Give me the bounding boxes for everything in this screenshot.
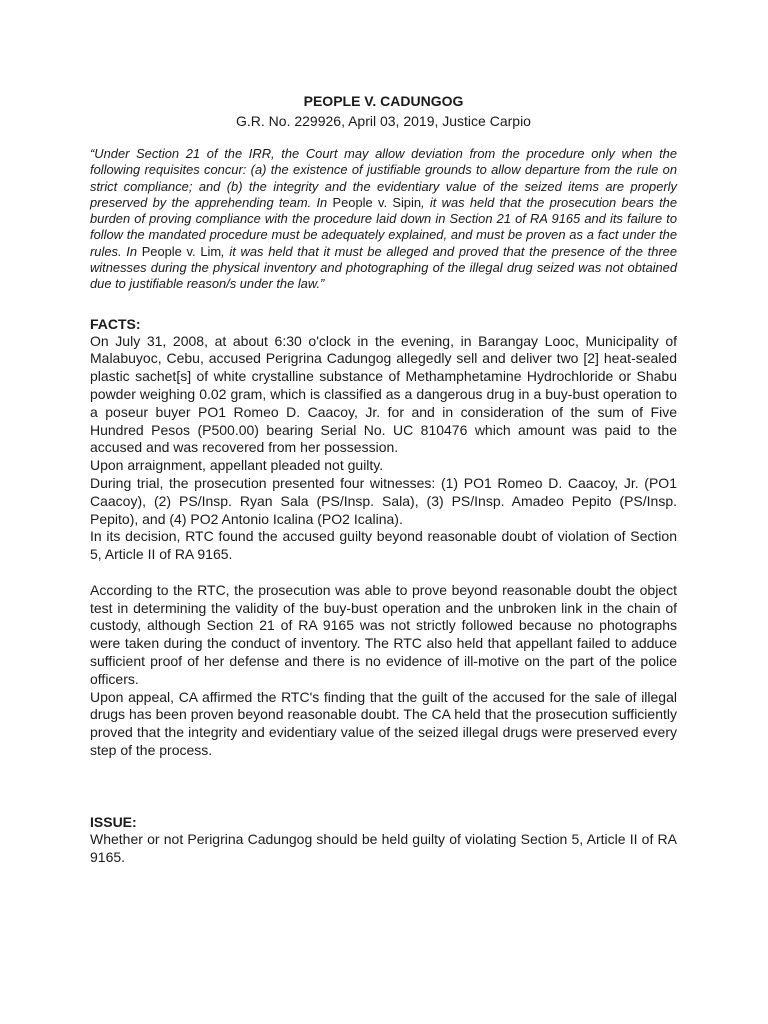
- facts-paragraph: According to the RTC, the prosecution was able to prove beyond reasonable doubt the object test in determining the validity of the buy-bust operation and the unbroken link in the chain of custody, although Section 21 of RA 9165 was not strictly followed because no photographs were taken during the conduct of inventory. The RTC also held that appellant failed to adduce sufficient proof of her defense and there is no evidence of ill-motive on the part of the police officers.: [90, 581, 677, 687]
- facts-paragraph: In its decision, RTC found the accused guilty beyond reasonable doubt of violation of Section 5, Article II of RA 9165.: [90, 528, 677, 563]
- quote-case-lim: People v. Lim: [141, 243, 222, 259]
- facts-heading: FACTS:: [90, 315, 141, 332]
- quote-text-3: , it was held that it must be alleged and proved that the presence of the three witnesses during the physical inventory and photographing of the illegal drug seized was not obtained due to justifiable reason/s under the law.”: [90, 243, 678, 292]
- quote-text-1: “Under Section 21 of the IRR, the Court may allow deviation from the procedure only when the following requisites concur: (a) the existence of justifiable grounds to allow departure from the rule on strict compliance; and (b) the integrity and the evidentiary value of the seized items are properly preserved by the apprehending team. In: [90, 146, 677, 210]
- paragraph-spacer: [90, 564, 677, 582]
- case-title: PEOPLE V. CADUNGOG: [303, 93, 464, 109]
- quote-text-2: , it was held that the prosecution bears the burden of proving compliance with the procedure laid down in Section 21 of RA 9165 and its failure to follow the mandated procedure must be adequately explained, and must be proven as a fact under the rules. In: [90, 194, 677, 259]
- facts-paragraph: Upon appeal, CA affirmed the RTC's finding that the guilt of the accused for the sale of illegal drugs has been proven beyond reasonable doubt. The CA held that the prosecution sufficiently proved that the integrity and evidentiary value of the seized illegal drugs were preserved every step of the process.: [90, 688, 677, 758]
- doctrine-quote: [90, 146, 677, 293]
- facts-paragraph: On July 31, 2008, at about 6:30 o'clock in the evening, in Barangay Looc, Municipality of Malabuyoc, Cebu, accused Perigrina Cadungog allegedly sell and deliver two [2] heat-sealed plastic sachet[s] of white crystalline substance of Methamphetamine Hydrochloride or Shabu powder weighing 0.02 gram, which is classified as a dangerous drug in a buy-bust operation to a poseur buyer PO1 Romeo D. Caacoy, Jr. for and in consideration of the sum of Five Hundred Pesos (P500.00) bearing Serial No. UC 810476 which amount was paid to the accused and was recovered from her possession.: [90, 332, 677, 456]
- facts-paragraph: During trial, the prosecution presented four witnesses: (1) PO1 Romeo D. Caacoy, Jr. (PO1 Caacoy), (2) PS/Insp. Ryan Sala (PS/Insp. Sala), (3) PS/Insp. Amadeo Pepito (PS/Insp. Pepito), and (4) PO2 Antonio Icalina (PO2 Icalina).: [90, 475, 677, 527]
- case-citation: G.R. No. 229926, April 03, 2019, Justice Carpio: [236, 113, 531, 129]
- issue-paragraph: Whether or not Perigrina Cadungog should be held guilty of violating Section 5, Article II of RA 9165.: [90, 830, 677, 865]
- facts-paragraph: Upon arraignment, appellant pleaded not guilty.: [90, 457, 384, 474]
- quote-case-sipin: People v. Sipin: [332, 194, 422, 210]
- document-page: [90, 92, 677, 866]
- issue-heading: ISSUE:: [90, 813, 137, 830]
